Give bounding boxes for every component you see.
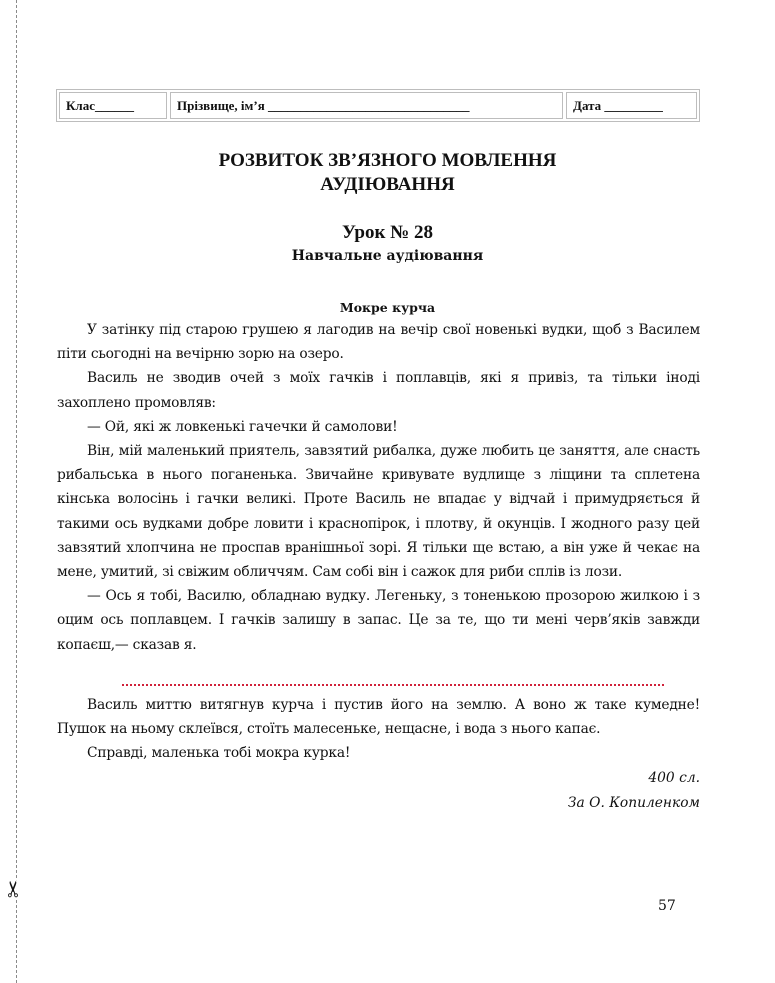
scissors-icon: ✂ [2,879,28,899]
paragraph: Василь не зводив очей з моїх гачків і поплавців, які я привіз, та тільки іноді захоплено промовляв: [57,370,700,411]
paragraph: Він, мій маленький приятель, завзятий рибалка, дуже любить це заняття, але снасть рибальська в нього поганенька. Звичайне кривувате вудлище з ліщини та сплетена кінська волосінь і гачки великі. Проте Василь не впадає у відчай і примудряється й такими ось вудками добре ловити і краснопірок, і плотву, й окунців. І жодного разу цей завзятий хлопчина не проспав вранішньої зорі. Я тільки ще встаю, а він уже й чекає на мене, умитий, зі свіжим обличчям. Сам собі він і сажок для риби сплів із лози. [57,443,700,581]
story-part-2 [57,693,700,766]
paragraph: — Ось я тобі, Василю, обладнаю вудку. Легеньку, з тоненькою прозорою жилкою і з оцим ось поплавцем. І гачків залишу в запас. Це за те, що ти мені черв’яків завжди копаєш,— сказав я. [57,588,700,653]
class-field[interactable]: Клас______ [59,92,167,119]
dotted-divider [122,684,664,686]
lesson-type: Навчальне аудіювання [291,248,484,264]
date-field[interactable]: Дата _________ [566,92,697,119]
paragraph: Василь миттю витягнув курча і пустив його на землю. А воно ж таке кумедне! Пушок на ньому склеївся, стоїть малесеньке, нещасне, і вода з нього капає. [57,697,700,738]
story-title: Мокре курча [339,300,436,315]
student-info-table [56,89,700,122]
author-attribution: За О. Копиленком [567,795,700,811]
name-field[interactable]: Прізвище, ім’я _______________________________ [170,92,563,119]
page-number: 57 [658,898,676,914]
lesson-number: Урок № 28 [342,222,433,243]
section-title: РОЗВИТОК ЗВ’ЯЗНОГО МОВЛЕННЯ [218,150,557,171]
paragraph: У затінку під старою грушею я лагодив на вечір свої новенькі вудки, щоб з Василем піти сьогодні на вечірню зорю на озеро. [57,322,700,363]
paragraph: — Ой, які ж ловкенькі гачечки й самолови! [87,418,398,435]
story-part-1 [57,318,700,657]
section-subtitle: АУДІЮВАННЯ [320,174,455,195]
word-count: 400 сл. [648,770,700,786]
paragraph: Справді, маленька тобі мокра курка! [87,745,351,762]
